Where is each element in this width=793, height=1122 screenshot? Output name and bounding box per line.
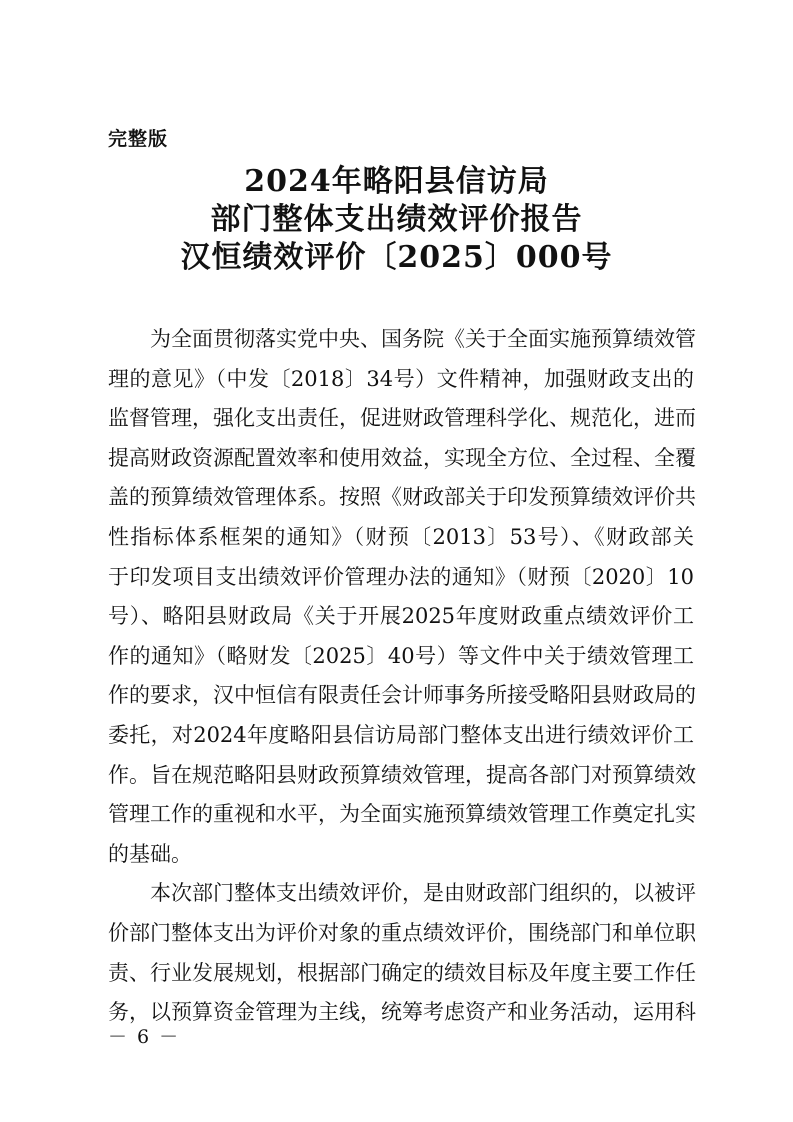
body-line: 号）、略阳县财政局《关于开展2025年度财政重点绩效评价工 <box>108 604 694 629</box>
body-line: 提高财政资源配置效率和使用效益，实现全方位、全过程、全覆 <box>108 445 696 470</box>
body-line: 作的要求，汉中恒信有限责任会计师事务所接受略阳县财政局的 <box>108 683 696 708</box>
body-line: 委托，对2024年度略阳县信访局部门整体支出进行绩效评价工 <box>108 722 694 747</box>
body-line: 监督管理，强化支出责任，促进财政管理科学化、规范化，进而 <box>108 406 696 431</box>
body-line: 为全面贯彻落实党中央、国务院《关于全面实施预算绩效管 <box>150 327 696 351</box>
body-line: 管理工作的重视和水平，为全面实施预算绩效管理工作奠定扎实 <box>108 802 696 827</box>
body-line: 盖的预算绩效管理体系。按照《财政部关于印发预算绩效评价共 <box>108 485 696 510</box>
body-line: 作的通知》（略财发〔2025〕40号）等文件中关于绩效管理工 <box>108 643 694 668</box>
report-title-line-2: 部门整体支出绩效评价报告 <box>210 202 583 237</box>
body-line: 价部门整体支出为评价对象的重点绩效评价，围绕部门和单位职 <box>108 920 696 945</box>
body-line: 作。旨在规范略阳县财政预算绩效管理，提高各部门对预算绩效 <box>108 762 696 787</box>
page-number: － 6 － <box>108 1026 181 1048</box>
body-line: 责、行业发展规划，根据部门确定的绩效目标及年度主要工作任 <box>108 960 696 985</box>
body-line: 性指标体系框架的通知》（财预〔2013〕53号）、《财政部关 <box>108 524 694 549</box>
body-line: 理的意见》（中发〔2018〕34号）文件精神，加强财政支出的 <box>108 366 694 391</box>
version-label: 完整版 <box>108 128 169 150</box>
report-document-number: 汉恒绩效评价〔2025〕000号 <box>180 240 613 275</box>
body-line: 的基础。 <box>108 841 192 866</box>
body-line: 本次部门整体支出绩效评价，是由财政部门组织的，以被评 <box>150 881 696 906</box>
body-line: 务，以预算资金管理为主线，统筹考虑资产和业务活动，运用科 <box>108 1000 696 1025</box>
report-body <box>108 320 694 1033</box>
report-title-line-1: 2024年略阳县信访局 <box>244 164 549 199</box>
body-line: 于印发项目支出绩效评价管理办法的通知》（财预〔2020〕10 <box>108 564 694 589</box>
